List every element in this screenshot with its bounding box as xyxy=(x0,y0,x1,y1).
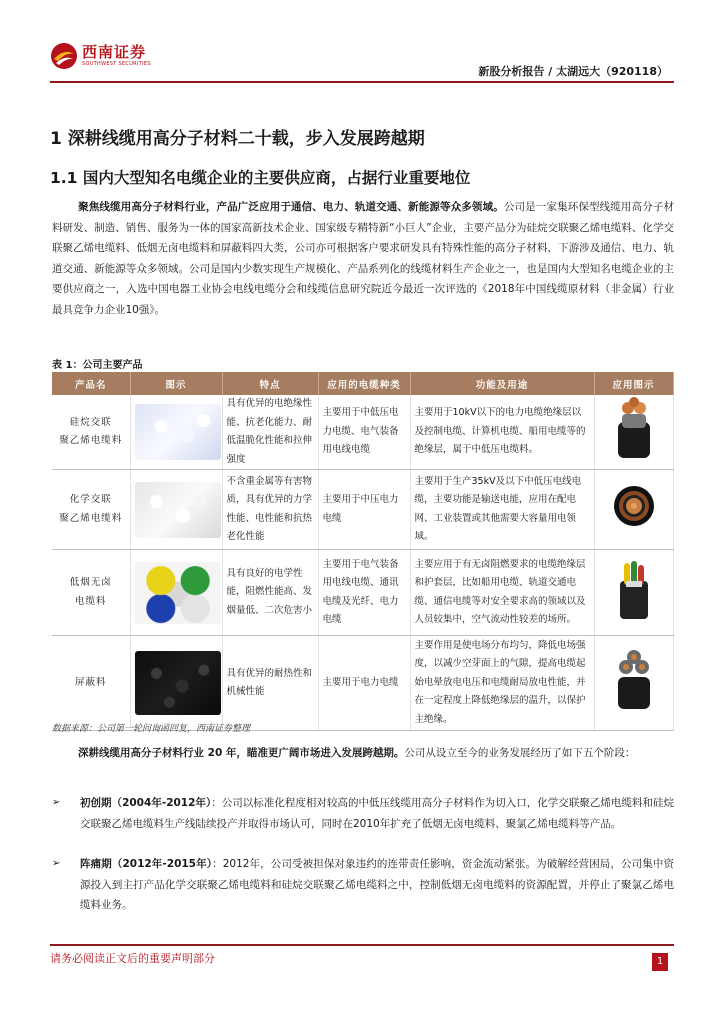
white-pellets-image xyxy=(135,404,221,460)
development-paragraph-lead: 深耕线缆用高分子材料行业 20 年，瞄准更广阔市场进入发展跨越期。 xyxy=(78,747,405,759)
colored-pellets-image xyxy=(135,562,221,624)
list-item xyxy=(52,854,674,916)
copper-cable-image xyxy=(612,396,656,460)
multicore-cable-image xyxy=(612,557,656,621)
product-usage: 主要用于生产35kV及以下中低压电线电缆，主要功能是输送电能，应用在配电网、工业装置或其他需要大容量用电领域。 xyxy=(410,470,594,550)
table-header-row xyxy=(52,372,673,395)
cable-type: 主要用于中低压电力电缆、电气装备用电线电缆 xyxy=(318,395,410,470)
application-image xyxy=(594,550,673,636)
header-cable-type: 应用的电缆种类 xyxy=(318,372,410,395)
product-image xyxy=(130,395,222,470)
application-image xyxy=(594,636,673,731)
company-logo xyxy=(50,42,151,70)
footer-disclaimer: 请务必阅读正文后的重要声明部分 xyxy=(50,952,215,965)
table-row xyxy=(52,470,673,550)
table-row xyxy=(52,550,673,636)
product-name: 低烟无卤 电缆料 xyxy=(52,550,130,636)
arrow-bullet-icon: ➢ xyxy=(52,797,61,808)
report-title: 新股分析报告 / 太湖远大（920118） xyxy=(478,65,668,78)
product-image xyxy=(130,550,222,636)
arrow-bullet-icon: ➢ xyxy=(52,858,61,869)
product-table xyxy=(52,372,674,731)
product-image xyxy=(130,470,222,550)
product-feature: 具有良好的电学性能，阻燃性能高、发烟量低、二次危害小 xyxy=(222,550,318,636)
product-usage: 主要应用于有无卤阻燃要求的电缆绝缘层和护套层，比如船用电缆、轨道交通电缆、通信电缆等对安全要求高的领域以及人员较集中，空气流动性较差的场所。 xyxy=(410,550,594,636)
list-item xyxy=(52,793,674,834)
cable-type: 主要用于电力电缆 xyxy=(318,636,410,731)
logo-chinese-name: 西南证券 xyxy=(82,43,147,61)
development-paragraph-body: 公司从设立至今的业务发展经历了如下五个阶段： xyxy=(404,747,636,759)
table-caption: 表 1：公司主要产品 xyxy=(52,360,143,371)
application-image xyxy=(594,395,673,470)
table-source-note: 数据来源：公司第一轮问询函回复，西南证券整理 xyxy=(52,724,251,734)
product-name: 屏蔽料 xyxy=(52,636,130,731)
product-image xyxy=(130,636,222,731)
table-row xyxy=(52,636,673,731)
application-image xyxy=(594,470,673,550)
header-features: 特点 xyxy=(222,372,318,395)
product-feature: 具有优异的电绝缘性能、抗老化能力、耐低温脆化性能和拉伸强度 xyxy=(222,395,318,470)
header-divider xyxy=(50,81,674,83)
stage-text: ：2012年，公司受被担保对象违约的连带责任影响，资金流动紧张。为破解经营困局，公司集中资源投入到主打产品化学交联聚乙烯电缆料和硅烷交联聚乙烯电缆料之中，控制低烟无卤电缆料的资源配置，并停止了聚氯乙烯电缆料业务。 xyxy=(80,858,674,911)
table-row xyxy=(52,395,673,470)
product-feature: 具有优异的耐热性和机械性能 xyxy=(222,636,318,731)
logo-emblem-icon xyxy=(50,42,78,70)
subsection-heading: 1.1 国内大型知名电缆企业的主要供应商，占据行业重要地位 xyxy=(50,169,471,187)
header-application-image: 应用图示 xyxy=(594,372,673,395)
footer-divider xyxy=(50,944,674,946)
stage-title: 初创期（2004年-2012年） xyxy=(80,797,212,809)
product-usage: 主要用于10kV以下的电力电缆绝缘层以及控制电缆、计算机电缆、船用电缆等的绝缘层，属于中低压电缆料。 xyxy=(410,395,594,470)
logo-english-name: SOUTHWEST SECURITIES xyxy=(82,61,151,67)
product-name: 化学交联 聚乙烯电缆料 xyxy=(52,470,130,550)
header-image: 图示 xyxy=(130,372,222,395)
product-name: 硅烷交联 聚乙烯电缆料 xyxy=(52,395,130,470)
product-feature: 不含重金属等有害物质，具有优异的力学性能、电性能和抗热老化性能 xyxy=(222,470,318,550)
intro-paragraph-lead: 聚焦线缆用高分子材料行业，产品广泛应用于通信、电力、轨道交通、新能源等众多领域。 xyxy=(78,201,504,213)
cable-type: 主要用于中压电力电缆 xyxy=(318,470,410,550)
page-number: 1 xyxy=(652,953,668,971)
cable-type: 主要用于电气装备用电线电缆、通讯电缆及光纤、电力电缆 xyxy=(318,550,410,636)
section-heading: 1 深耕线缆用高分子材料二十载，步入发展跨越期 xyxy=(50,129,425,149)
white-pellets-image xyxy=(135,482,221,538)
header-usage: 功能及用途 xyxy=(410,372,594,395)
development-paragraph xyxy=(52,743,674,764)
header-product-name: 产品名 xyxy=(52,372,130,395)
cable-cross-section-image xyxy=(612,474,656,538)
black-pellets-image xyxy=(135,651,221,715)
stage-title: 阵痛期（2012年-2015年） xyxy=(80,858,213,870)
product-usage: 主要作用是使电场分布均匀，降低电场强度，以减少空芽面上的气隙，提高电缆起始电晕放电电压和电缆耐局放电性能，并在一定程度上降低绝缘层的温升，以保护主绝缘。 xyxy=(410,636,594,731)
intro-paragraph xyxy=(52,197,674,320)
three-core-cable-image xyxy=(612,647,656,711)
intro-paragraph-body: 公司是一家集环保型线缆用高分子材料研发、制造、销售、服务为一体的国家高新技术企业、国家级专精特新“小巨人”企业，主要产品分为硅烷交联聚乙烯电缆料、化学交联聚乙烯电缆料、低烟无卤电缆料和屏蔽料四大类，公司亦可根据客户要求研发具有特殊性能的高分子材料，下游涉及通信、电力、轨道交通、新能源等众多领域。公司是国内少数实现生产规模化、产品系列化的线缆材料生产企业之一，也是国内大型知名电缆企业的主要供应商之一，入选中国电器工业协会电线电缆分会和线缆信息研究院近今最近一次评选的《2018年中国线缆原材料（非金属）行业最具竞争力企业10强》。 xyxy=(52,201,675,316)
stage-text: ：公司以标准化程度相对较高的中低压线缆用高分子材料作为切入口，化学交联聚乙烯电缆料和硅烷交联聚乙烯电缆料生产线陆续投产并取得市场认可，同时在2010年扩充了低烟无卤电缆料、聚氯乙烯电缆料等产品。 xyxy=(80,797,674,830)
